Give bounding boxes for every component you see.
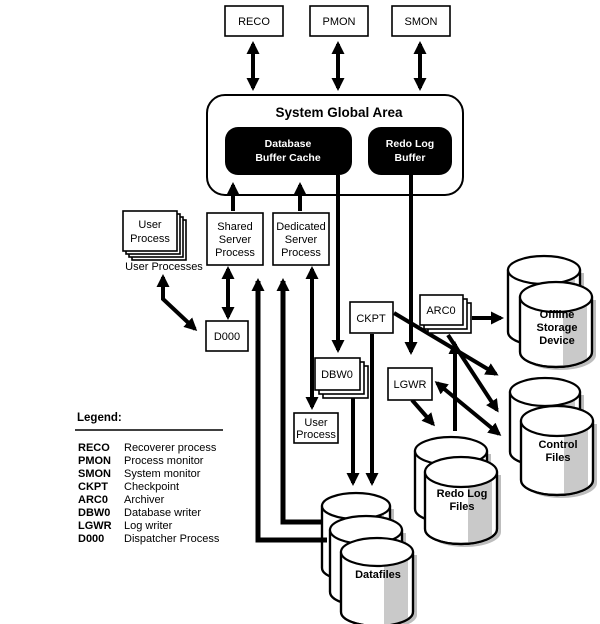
legend-abbr: ARC0 xyxy=(78,494,108,506)
legend-desc: System monitor xyxy=(124,468,201,480)
shared-server-label-2: Server xyxy=(218,234,252,246)
legend-abbr: PMON xyxy=(78,455,111,467)
cylinder-top xyxy=(425,457,497,487)
shared-server-label-3: Process xyxy=(215,247,255,259)
reco-process xyxy=(225,6,283,36)
cylinder-top xyxy=(510,378,580,406)
dedicated-server-label-1: Dedicated xyxy=(276,221,326,233)
legend-desc: Recoverer process xyxy=(124,442,217,454)
user-process-small-label-2: Process xyxy=(296,429,336,441)
user-process-label-2: Process xyxy=(130,233,170,245)
user-processes-caption: User Processes xyxy=(125,261,203,273)
arrow-datafiles-to-shared-server xyxy=(258,281,327,540)
system-global-area xyxy=(207,95,463,195)
offline-storage-label-2: Storage xyxy=(536,322,578,334)
arrow-lgwr-to-redo-log-files xyxy=(412,400,433,424)
shared-server-process xyxy=(207,213,263,265)
dbw0-label: DBW0 xyxy=(321,369,353,381)
dedicated-server-label-2: Server xyxy=(284,234,318,246)
dedicated-server-label-3: Process xyxy=(281,247,321,259)
arrow-lgwr-control-files xyxy=(437,383,499,434)
arc0-label: ARC0 xyxy=(426,305,456,317)
lgwr-label: LGWR xyxy=(393,379,427,391)
d000-label: D000 xyxy=(213,331,241,343)
user-process-stack xyxy=(123,211,203,273)
legend-desc: Checkpoint xyxy=(124,481,180,493)
user-process-small-label-1: User xyxy=(304,417,328,429)
smon-process xyxy=(392,6,450,36)
legend-desc: Archiver xyxy=(124,494,165,506)
cylinder-top xyxy=(521,406,593,436)
arrow-datafiles-to-dedicated-server xyxy=(283,281,321,522)
database-buffer-cache xyxy=(225,127,352,175)
ckpt-process xyxy=(350,302,393,333)
user-process-label-1: User xyxy=(138,219,162,231)
cylinder-top xyxy=(520,282,592,312)
redo-log-buffer-label-1: Redo Log xyxy=(385,138,435,150)
offline-storage-label-1: Offline xyxy=(539,309,575,321)
legend-abbr: RECO xyxy=(78,442,110,454)
stack-box xyxy=(123,211,177,251)
redo-log-buffer-label-2: Buffer xyxy=(394,152,426,164)
dbw0-process-stack xyxy=(315,358,368,398)
shared-server-label-1: Shared xyxy=(217,221,253,233)
legend-abbr: LGWR xyxy=(78,520,112,532)
redo-log-buffer-box xyxy=(368,127,452,175)
datafiles-label: Datafiles xyxy=(355,569,401,581)
reco-label: RECO xyxy=(238,16,270,28)
control-files-label-1: Control xyxy=(538,439,578,451)
ckpt-label: CKPT xyxy=(356,313,386,325)
database-buffer-cache-box xyxy=(225,127,352,175)
pmon-process xyxy=(310,6,368,36)
lgwr-process xyxy=(388,368,432,400)
legend-abbr: CKPT xyxy=(78,481,108,493)
redo-log-files xyxy=(415,437,501,547)
user-process-small xyxy=(294,413,338,443)
legend-desc: Dispatcher Process xyxy=(124,533,220,545)
legend-desc: Process monitor xyxy=(124,455,204,467)
database-buffer-cache-label-1: Database xyxy=(264,138,312,150)
redo-log-files-label-1: Redo Log xyxy=(436,488,488,500)
cylinder-top xyxy=(322,493,390,519)
offline-storage-label-3: Device xyxy=(539,335,575,347)
d000-dispatcher xyxy=(206,321,248,351)
smon-label: SMON xyxy=(404,16,438,28)
redo-log-buffer xyxy=(368,127,452,175)
database-buffer-cache-label-2: Buffer Cache xyxy=(255,152,321,164)
cylinder-top xyxy=(341,538,413,566)
redo-log-files-label-2: Files xyxy=(449,501,475,513)
sga-title: System Global Area xyxy=(275,105,403,120)
legend-title: Legend: xyxy=(77,412,122,424)
legend-abbr: SMON xyxy=(78,468,111,480)
arrow-user-processes-d000 xyxy=(163,277,195,329)
legend-abbr: DBW0 xyxy=(78,507,111,519)
offline-storage-device xyxy=(508,256,596,370)
legend xyxy=(75,412,223,545)
control-files xyxy=(510,378,597,498)
control-files-label-2: Files xyxy=(545,452,571,464)
cylinder-top xyxy=(508,256,580,284)
legend-desc: Database writer xyxy=(124,507,202,519)
datafiles xyxy=(322,493,417,624)
pmon-label: PMON xyxy=(322,16,356,28)
legend-desc: Log writer xyxy=(124,520,173,532)
arc0-process-stack xyxy=(420,295,471,333)
legend-abbr: D000 xyxy=(78,533,105,545)
dedicated-server-process xyxy=(273,213,329,265)
